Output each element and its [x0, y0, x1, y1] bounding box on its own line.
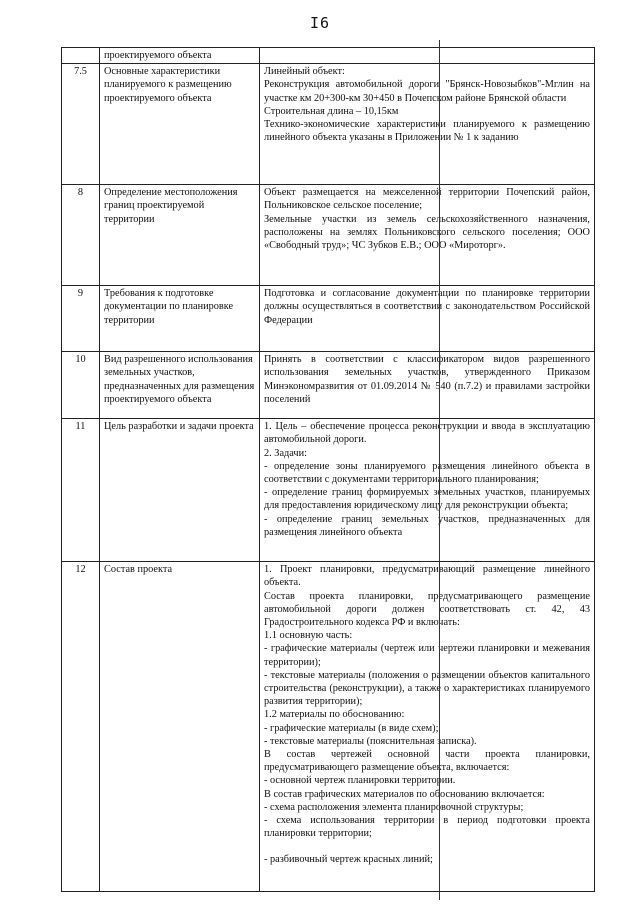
row-number: 10	[62, 352, 100, 419]
content-line: - схема расположения элемента планировочной структуры;	[264, 801, 524, 813]
content-line: Подготовка и согласование документации по планировке территории должны осуществляться в соответствии с законодательством Российской Федерации	[264, 288, 590, 326]
content-line: - основной чертеж планировки территории.	[264, 775, 456, 787]
content-line: - текстовые материалы (положения о размещении объектов капитального строительства (реконструкции), а также о характеристиках планируемого развития территории);	[264, 669, 590, 708]
content-line: Принять в соответствии с классификатором видов разрешенного использования земельных участков, утвержденного Приказом Минэкономразвития от 01.09.2014 № 540 (п.7.2) и правилами застройки поселений	[264, 354, 590, 405]
row-content	[260, 562, 595, 892]
row-name: Определение местоположения границ проектируемой территории	[100, 185, 260, 286]
content-line: 1. Цель – обеспечение процесса реконструкции и ввода в эксплуатацию автомобильной дороги.	[264, 421, 590, 446]
table-row	[62, 64, 595, 185]
row-name: Цель разработки и задачи проекта	[100, 419, 260, 562]
row-name: Вид разрешенного использования земельных участков, предназначенных для размещения проектируемого объекта	[100, 352, 260, 419]
content-line: Линейный объект:	[264, 66, 345, 78]
content-line: 1.1 основную часть:	[264, 630, 353, 642]
row-content	[260, 286, 595, 352]
content-line: - схема использования территории в период подготовки проекта планировки территории;	[264, 815, 590, 840]
row-name: Состав проекта	[100, 562, 260, 892]
table-row	[62, 562, 595, 892]
content-line: 2. Задачи:	[264, 447, 307, 459]
row-content	[260, 419, 595, 562]
row-content	[260, 64, 595, 185]
row-number: 11	[62, 419, 100, 562]
table-row	[62, 419, 595, 562]
requirements-table	[61, 47, 595, 892]
scan-fold-line	[439, 40, 440, 900]
page-number: I6	[309, 14, 331, 32]
table-row	[62, 352, 595, 419]
content-line: - графические материалы (чертеж или чертежи планировки и межевания территории);	[264, 643, 590, 668]
row-name: Основные характеристики планируемого к размещению проектируемого объекта	[100, 64, 260, 185]
content-line	[264, 840, 590, 853]
content-line: В состав графических материалов по обоснованию включается:	[264, 788, 545, 800]
content-line: 1. Проект планировки, предусматривающий размещение линейного объекта.	[264, 564, 590, 589]
content-line: - текстовые материалы (пояснительная записка).	[264, 735, 477, 747]
content-line: Реконструкция автомобильной дороги "Брянск-Новозыбков"-Мглин на участке км 20+300-км 30+450 в Почепском районе Брянской области	[264, 79, 590, 104]
row-number: 12	[62, 562, 100, 892]
content-line: - определение границ земельных участков, предназначенных для размещения линейного объекта	[264, 513, 590, 538]
row-name: проектируемого объекта	[100, 48, 260, 64]
row-content	[260, 48, 595, 64]
row-name: Требования к подготовке документации по планировке территории	[100, 286, 260, 352]
content-line: - графические материалы (в виде схем);	[264, 722, 439, 734]
row-number: 9	[62, 286, 100, 352]
table-row	[62, 286, 595, 352]
table-row	[62, 185, 595, 286]
row-content	[260, 352, 595, 419]
content-line: - разбивочный чертеж красных линий;	[264, 854, 433, 866]
content-line: - определение границ формируемых земельных участков, планируемых для предоставления юридическому лицу для реконструкции объекта;	[264, 487, 590, 512]
content-line: 1.2 материалы по обоснованию:	[264, 709, 405, 721]
row-content	[260, 185, 595, 286]
content-line: Технико-экономические характеристики планируемого к размещению линейного объекта указаны в Приложении № 1 к заданию	[264, 119, 590, 144]
row-number: 7.5	[62, 64, 100, 185]
row-number: 8	[62, 185, 100, 286]
content-line: Земельные участки из земель сельскохозяйственного назначения, расположены на землях Польниковского сельского поселения; ООО «Свободный труд»; ЧС Зубков Е.В.; ООО «Мироторг».	[264, 213, 590, 252]
row-number	[62, 48, 100, 64]
content-line: Объект размещается на межселенной территории Почепский район, Польниковское сельское поселение;	[264, 187, 590, 212]
content-line: В состав чертежей основной части проекта планировки, предусматривающего размещение объекта, включается:	[264, 749, 590, 774]
content-line: - определение зоны планируемого размещения линейного объекта в соответствии с документами территориального планирования;	[264, 460, 590, 486]
content-line: Строительная длина – 10,15км	[264, 105, 399, 117]
table-row	[62, 48, 595, 64]
content-line: Состав проекта планировки, предусматривающего размещение автомобильной дороги должен соответствовать ст. 42, 43 Градостроительного кодекса РФ и включать:	[264, 590, 590, 629]
